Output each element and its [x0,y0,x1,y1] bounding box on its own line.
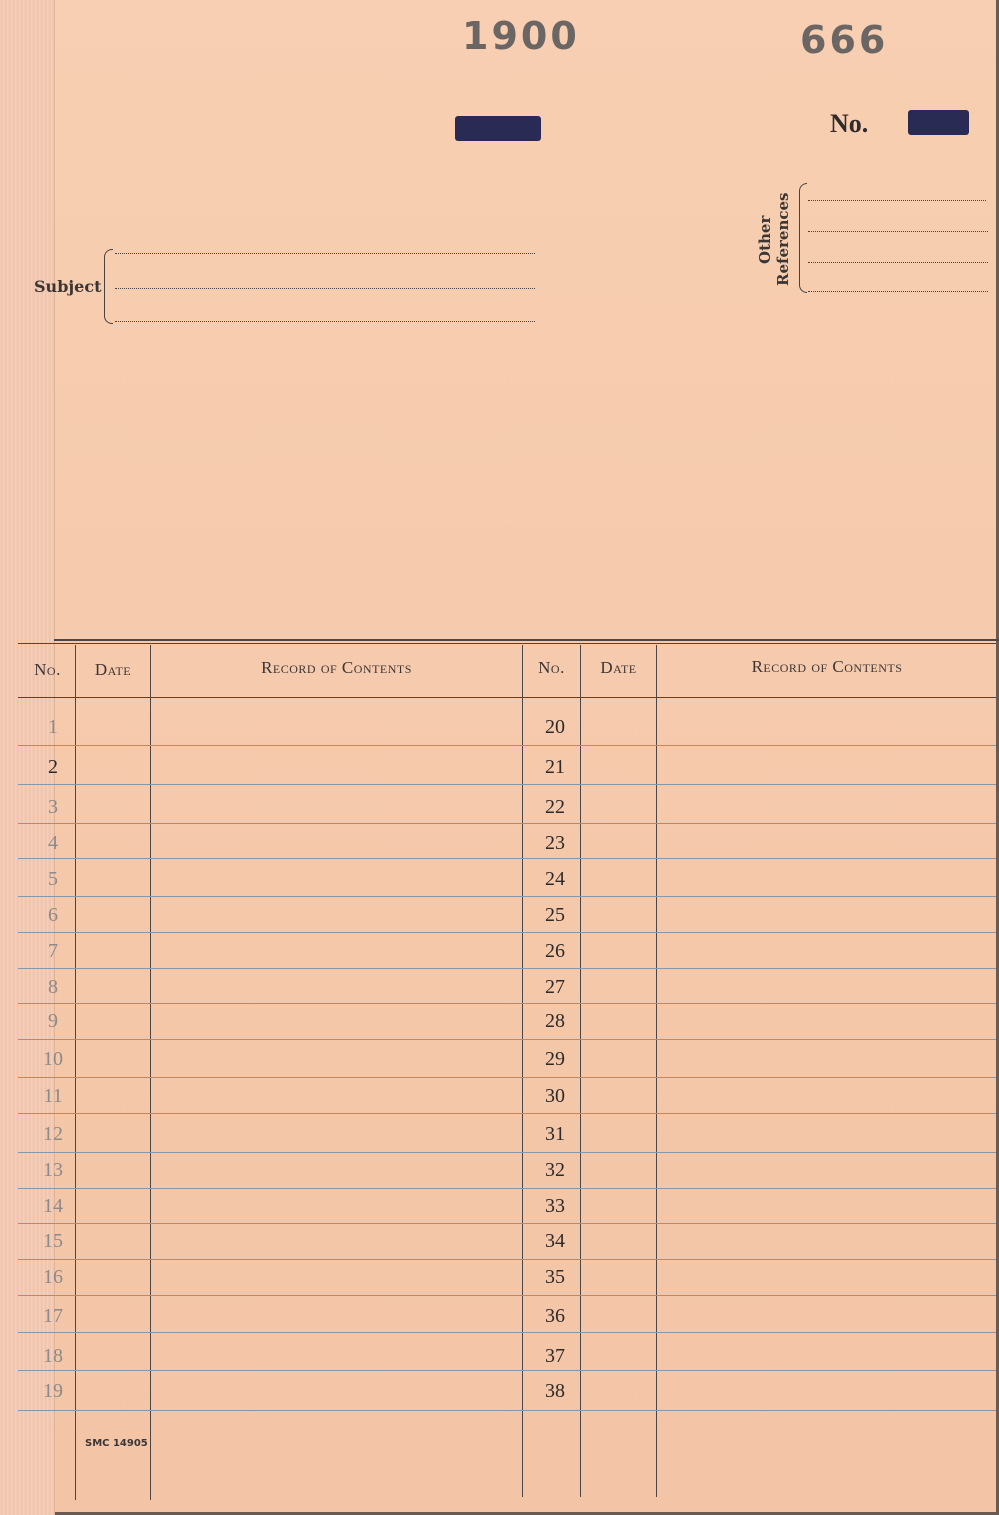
row-number-left: 1 [48,716,58,738]
cell-right-date[interactable] [581,1040,656,1077]
cell-right-record[interactable] [657,824,996,858]
row-number-right: 33 [545,1195,565,1217]
cell-right-record[interactable] [657,1260,996,1295]
row-number-left: 3 [48,796,58,818]
cell-right-record[interactable] [657,1114,996,1152]
cell-left-record[interactable] [151,969,522,1003]
row-number-left: 7 [48,940,58,962]
cell-left-record[interactable] [151,1040,522,1077]
other-references-line-4[interactable] [808,291,988,292]
row-number-right: 35 [545,1266,565,1288]
row-number-right: 23 [545,832,565,854]
cell-left-date[interactable] [76,969,150,1003]
cell-right-date[interactable] [581,1296,656,1332]
row-number-left: 13 [43,1159,63,1181]
form-code: SMC 14905 [85,1438,148,1449]
cell-right-record[interactable] [657,1333,996,1370]
cell-left-record[interactable] [151,1004,522,1039]
cell-right-record[interactable] [657,746,996,784]
cell-left-date[interactable] [76,859,150,896]
row-number-left: 12 [43,1123,63,1145]
cell-left-date[interactable] [76,1078,150,1113]
row-number-left: 14 [43,1195,63,1217]
cell-left-record[interactable] [151,1260,522,1295]
row-number-right: 20 [545,716,565,738]
cell-right-date[interactable] [581,1224,656,1259]
row-number-left: 4 [48,832,58,854]
cell-left-date[interactable] [76,1296,150,1332]
cell-right-record[interactable] [657,1224,996,1259]
table-header-border [18,697,996,698]
cell-right-date[interactable] [581,824,656,858]
cell-left-date[interactable] [76,785,150,823]
cell-left-date[interactable] [76,1004,150,1039]
redacted-box-left [455,116,541,141]
subject-brace [104,249,113,324]
section-divider [54,639,999,641]
row-number-right: 37 [545,1345,565,1367]
cell-left-date[interactable] [76,1260,150,1295]
cell-right-record[interactable] [657,699,996,745]
cell-right-date[interactable] [581,969,656,1003]
subject-line-3[interactable] [115,321,535,322]
cell-right-date[interactable] [581,859,656,896]
cell-left-record[interactable] [151,699,522,745]
cell-left-date[interactable] [76,1114,150,1152]
cell-left-date[interactable] [76,1333,150,1370]
row-number-left: 5 [48,868,58,890]
header-left-no: No. [34,660,61,679]
cell-left-date[interactable] [76,897,150,932]
header-left-record: Record of Contents [261,658,412,677]
subject-label: Subject [34,277,102,296]
table-top-border [18,643,996,644]
cell-left-date[interactable] [76,1371,150,1410]
row-number-left: 6 [48,904,58,926]
header-right-no: No. [538,658,565,677]
other-references-brace [799,183,807,293]
row-number-right: 21 [545,756,565,778]
cell-right-date[interactable] [581,785,656,823]
cell-right-record[interactable] [657,933,996,968]
cell-right-date[interactable] [581,933,656,968]
cell-left-record[interactable] [151,785,522,823]
other-references-line-2[interactable] [808,231,988,232]
cell-left-record[interactable] [151,1224,522,1259]
cell-left-record[interactable] [151,933,522,968]
cell-left-record[interactable] [151,1371,522,1410]
cell-left-record[interactable] [151,1114,522,1152]
cell-left-date[interactable] [76,824,150,858]
cell-right-date[interactable] [581,1114,656,1152]
row-number-right: 34 [545,1230,565,1252]
row-number-left: 17 [43,1305,63,1327]
cell-left-record[interactable] [151,1078,522,1113]
cell-left-date[interactable] [76,699,150,745]
row-number-left: 19 [43,1380,63,1402]
cell-left-date[interactable] [76,1224,150,1259]
cell-left-record[interactable] [151,897,522,932]
redacted-box-right [908,110,969,135]
year-stamp: 1900 [462,14,580,58]
row-number-right: 24 [545,868,565,890]
row-number-right: 26 [545,940,565,962]
subject-line-1[interactable] [115,253,535,254]
row-number-right: 28 [545,1010,565,1032]
cell-left-date[interactable] [76,1040,150,1077]
header-left-date: Date [94,660,132,679]
row-number-left: 18 [43,1345,63,1367]
cell-left-date[interactable] [76,1153,150,1188]
row-number-right: 30 [545,1085,565,1107]
cell-right-date[interactable] [581,746,656,784]
cell-left-record[interactable] [151,1189,522,1223]
subject-line-2[interactable] [115,288,535,289]
cell-left-date[interactable] [76,746,150,784]
cell-right-record[interactable] [657,1189,996,1223]
row-number-right: 29 [545,1048,565,1070]
cell-right-record[interactable] [657,859,996,896]
row-number-right: 36 [545,1305,565,1327]
cell-right-record[interactable] [657,1371,996,1410]
header-right-date: Date [600,658,637,677]
row-number-right: 38 [545,1380,565,1402]
cell-right-date[interactable] [581,1371,656,1410]
cell-right-record[interactable] [657,969,996,1003]
cell-right-date[interactable] [581,1189,656,1223]
cell-left-record[interactable] [151,859,522,896]
cell-left-record[interactable] [151,824,522,858]
cell-right-record[interactable] [657,897,996,932]
row-number-left: 10 [43,1048,63,1070]
row-number-left: 11 [43,1085,63,1107]
cell-right-date[interactable] [581,1333,656,1370]
cell-right-record[interactable] [657,1078,996,1113]
row-number-left: 9 [48,1010,58,1032]
header-right-record: Record of Contents [751,657,903,676]
cell-right-record[interactable] [657,1153,996,1188]
other-references-line-1[interactable] [808,200,986,201]
cell-right-date[interactable] [581,699,656,745]
cell-right-record[interactable] [657,1296,996,1332]
table-row [18,1410,996,1411]
row-number-left: 16 [43,1266,63,1288]
cell-left-record[interactable] [151,1153,522,1188]
cell-right-date[interactable] [581,897,656,932]
row-number-left: 8 [48,976,58,998]
row-number-right: 32 [545,1159,565,1181]
cell-right-date[interactable] [581,1004,656,1039]
cell-right-date[interactable] [581,1260,656,1295]
cell-left-record[interactable] [151,1333,522,1370]
row-number-right: 27 [545,976,565,998]
other-references-line-3[interactable] [808,262,988,263]
row-number-right: 25 [545,904,565,926]
cell-right-record[interactable] [657,785,996,823]
cell-left-record[interactable] [151,746,522,784]
cell-left-record[interactable] [151,1296,522,1332]
cell-right-date[interactable] [581,1078,656,1113]
number-sign: No. [830,109,869,138]
row-number-right: 22 [545,796,565,818]
cell-left-date[interactable] [76,1189,150,1223]
row-number-left: 2 [48,756,58,778]
cell-right-record[interactable] [657,1040,996,1077]
cell-left-date[interactable] [76,933,150,968]
row-number-right: 31 [545,1123,565,1145]
other-references-label [752,180,798,290]
file-number-stamp: 666 [800,18,889,62]
cell-right-date[interactable] [581,1153,656,1188]
cell-right-record[interactable] [657,1004,996,1039]
other-references-line2: References [774,192,792,286]
other-references-line1: Other [756,215,774,264]
row-number-left: 15 [43,1230,63,1252]
